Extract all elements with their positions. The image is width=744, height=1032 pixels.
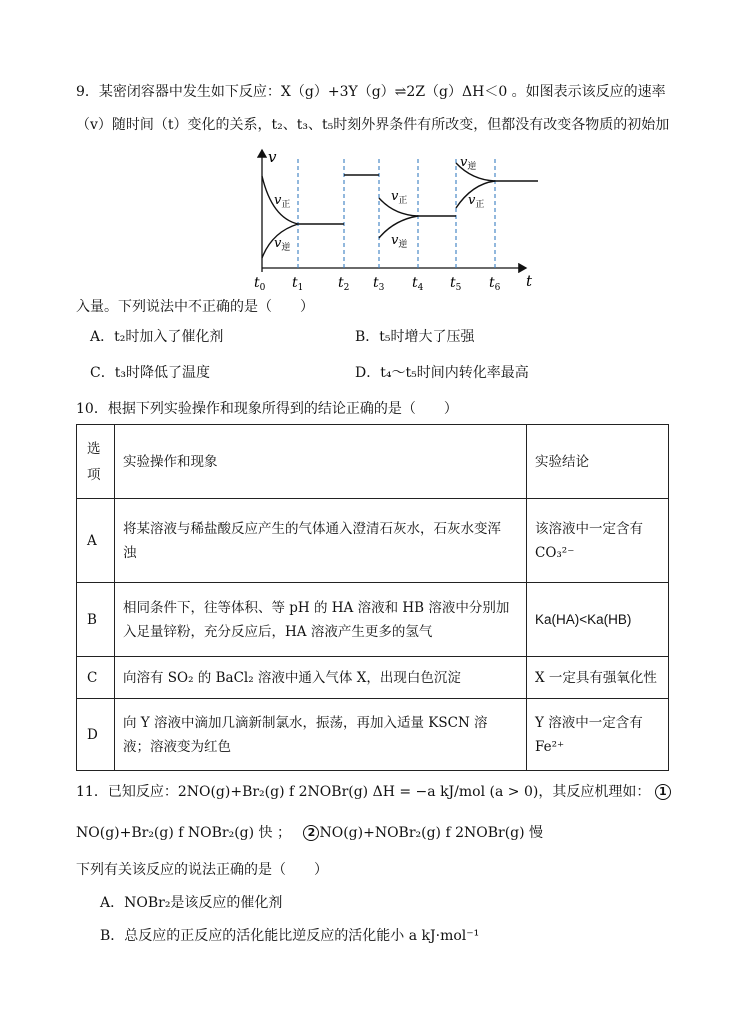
header-conclusion: 实验结论 xyxy=(527,425,669,499)
row-a-operation-2: 浊 xyxy=(123,544,137,561)
step-2-marker: 2 xyxy=(303,825,319,841)
q11-option-b: B．总反应的正反应的活化能比逆反应的活化能小 a kJ·mol⁻¹ xyxy=(100,928,480,944)
table-row xyxy=(77,699,669,771)
experiment-table xyxy=(76,424,669,771)
q11-equation: 2NO(g)+Br₂(g) f 2NOBr(g) ΔH = −a kJ/mol (a > 0) xyxy=(177,784,539,800)
y-axis-label: v xyxy=(268,148,277,166)
row-b-operation-1: 相同条件下，往等体积、等 pH 的 HA 溶液和 HB 溶液中分别加 xyxy=(123,599,510,616)
tick-t6: $t_6$ xyxy=(489,275,501,293)
row-b-operation-2: 入足量锌粉，充分反应后，HA 溶液产生更多的氢气 xyxy=(123,623,433,640)
q11-step-2: NO(g)+NOBr₂(g) f 2NOBr(g) 慢 xyxy=(319,825,544,841)
seg3-reverse-curve xyxy=(379,216,418,238)
table-row xyxy=(77,583,669,657)
table-row xyxy=(77,657,669,699)
row-a-option: A xyxy=(77,499,115,583)
row-a-operation-1: 将某溶液与稀盐酸反应产生的气体通入澄清石灰水，石灰水变浑 xyxy=(123,520,501,537)
seg3-lower-label: $v_逆$ xyxy=(391,233,408,250)
rate-time-graph xyxy=(248,144,548,296)
tick-t3: $t_3$ xyxy=(373,275,385,293)
tick-t5: $t_5$ xyxy=(450,275,462,293)
seg5-upper-label: $v_逆$ xyxy=(460,155,477,172)
row-d-conclusion-1: Y 溶液中一定含有 xyxy=(535,714,643,731)
tick-t4: $t_4$ xyxy=(412,275,424,293)
row-a-conclusion-1: 该溶液中一定含有 xyxy=(535,520,643,537)
q11-line-2 xyxy=(76,823,543,843)
q9-option-b: B．t₅时增大了压强 xyxy=(355,329,475,345)
row-b-option: B xyxy=(77,583,115,657)
header-option: 选项 xyxy=(77,425,115,499)
q9-line-1: 9．某密闭容器中发生如下反应：X（g）+3Y（g）⇌2Z（g）ΔH＜0 。如图表示该反应的速率 xyxy=(76,84,666,100)
tick-t2: $t_2$ xyxy=(338,275,350,293)
q9-option-d: D．t₄～t₅时间内转化率最高 xyxy=(355,365,529,381)
table-header-row xyxy=(77,425,669,499)
seg1-upper-label: $v_正$ xyxy=(274,193,291,210)
q9-option-a: A．t₂时加入了催化剂 xyxy=(90,329,224,345)
q9-line-3: 入量。下列说法中不正确的是（ ） xyxy=(76,299,314,315)
table-row xyxy=(77,499,669,583)
q10-stem: 10．根据下列实验操作和现象所得到的结论正确的是（ ） xyxy=(76,401,458,417)
row-d-option: D xyxy=(77,699,115,771)
tick-t1: $t_1$ xyxy=(292,275,304,293)
row-b-conclusion-1: Ka(HA)<Ka(HB) xyxy=(535,611,632,627)
row-d-operation-2: 液；溶液变为红色 xyxy=(123,738,231,755)
q9-line-2: （v）随时间（t）变化的关系，t₂、t₃、t₅时刻外界条件有所改变，但都没有改变各物质的初始加 xyxy=(76,117,670,133)
seg5-lower-label: $v_正$ xyxy=(468,193,485,210)
q11-stem: 下列有关该反应的说法正确的是（ ） xyxy=(76,862,328,878)
row-d-conclusion-2: Fe²⁺ xyxy=(535,738,565,755)
row-c-option: C xyxy=(77,657,115,699)
x-axis-label: t xyxy=(526,272,533,290)
q11-suffix: ，其反应机理如： xyxy=(538,784,651,800)
q11-step-1: NO(g)+Br₂(g) f NOBr₂(g) 快 ； xyxy=(76,825,292,841)
seg3-upper-label: $v_正$ xyxy=(391,189,408,206)
tick-t0: $t_0$ xyxy=(254,275,266,293)
row-c-conclusion-1: X 一定具有强氧化性 xyxy=(535,669,657,686)
row-a-conclusion-2: CO₃²⁻ xyxy=(535,544,575,561)
q11-option-a: A．NOBr₂是该反应的催化剂 xyxy=(100,895,283,911)
row-c-operation-1: 向溶有 SO₂ 的 BaCl₂ 溶液中通入气体 X，出现白色沉淀 xyxy=(123,669,461,686)
step-1-marker: 1 xyxy=(655,784,671,800)
q9-option-c: C．t₃时降低了温度 xyxy=(90,365,210,381)
q11-line-1 xyxy=(76,782,671,802)
header-operation: 实验操作和现象 xyxy=(115,425,527,499)
seg1-lower-label: $v_逆$ xyxy=(274,236,291,253)
q11-prefix: 11．已知反应： xyxy=(76,784,178,800)
row-d-operation-1: 向 Y 溶液中滴加几滴新制氯水，振荡，再加入适量 KSCN 溶 xyxy=(123,714,488,731)
